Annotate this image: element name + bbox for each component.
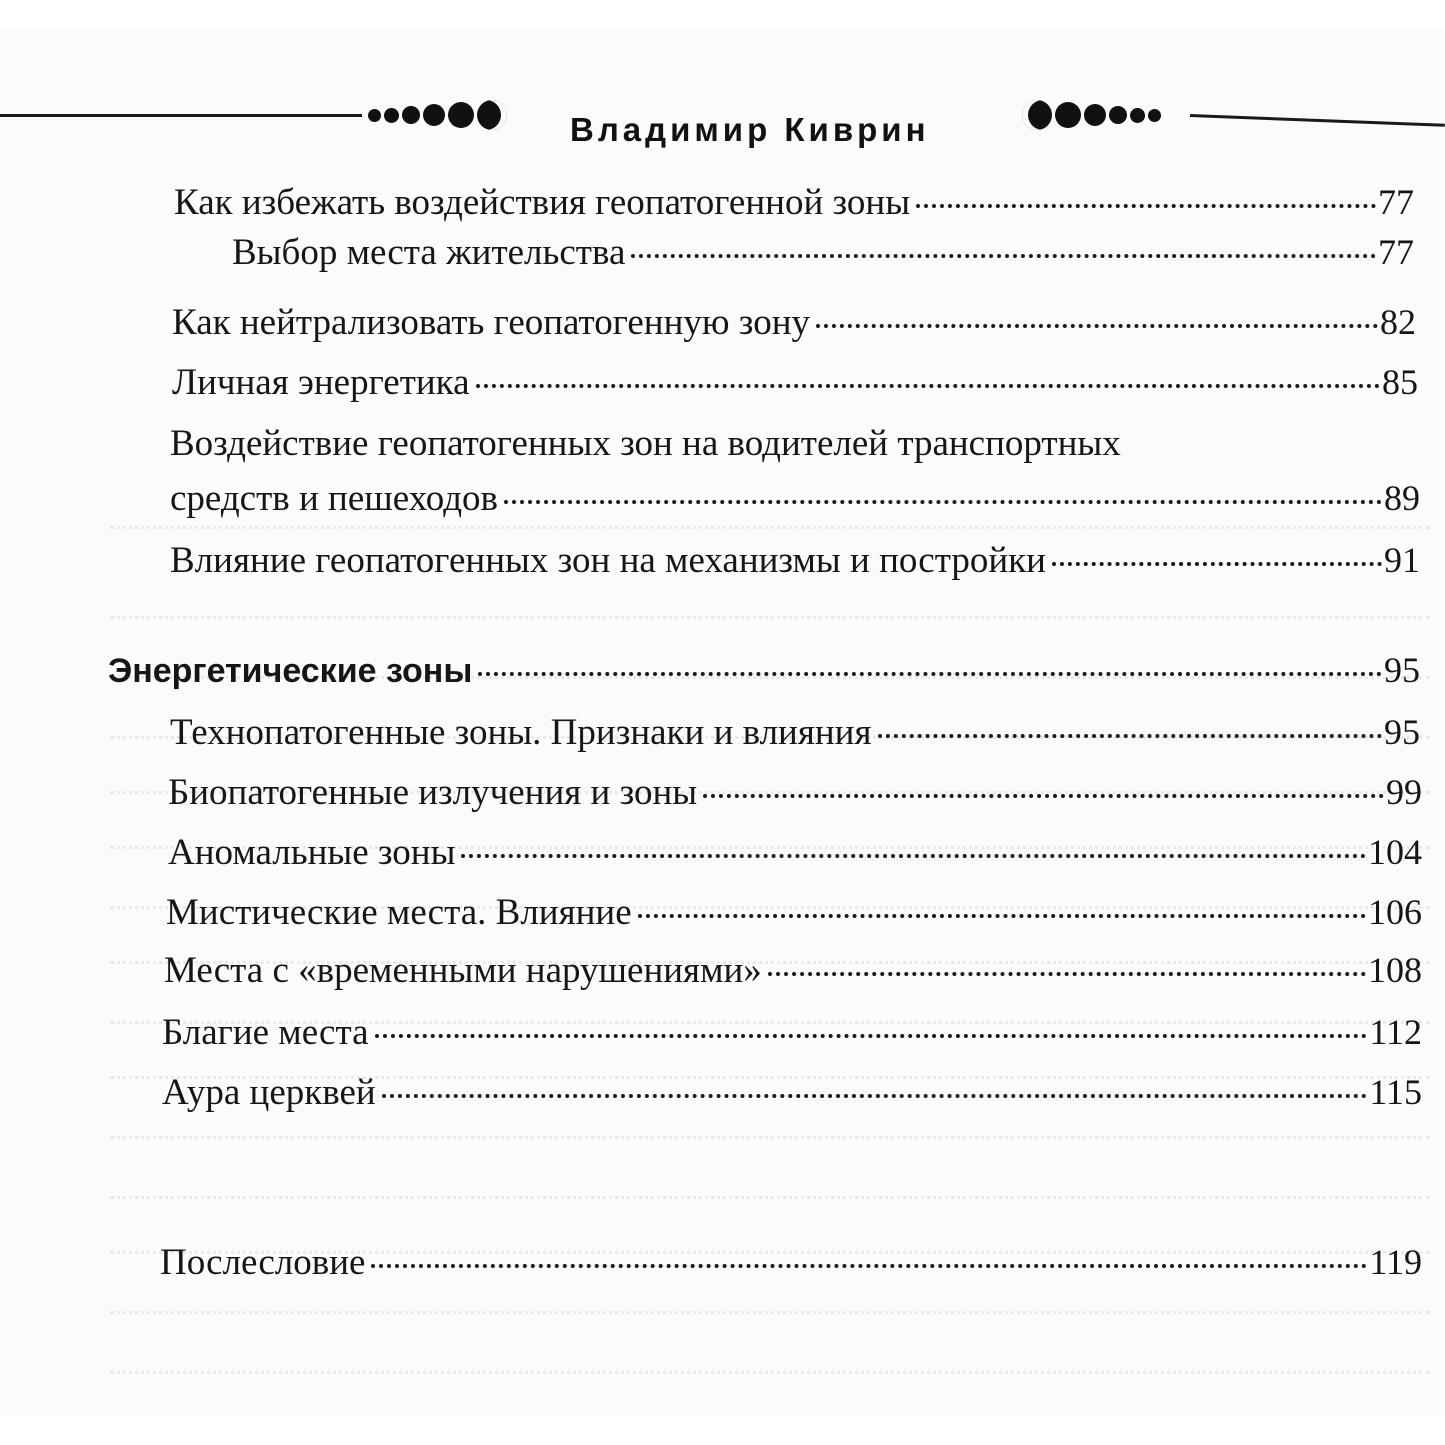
toc-entry-title: средств и пешеходов: [170, 478, 499, 519]
ornament-dot-icon: [1109, 106, 1127, 124]
toc-entry-page: 106: [1368, 892, 1422, 932]
author-name: Владимир Киврин: [570, 111, 930, 148]
toc-entry-title: Мистические места. Влияние: [166, 892, 632, 933]
toc-dot-leader: [631, 254, 1376, 258]
toc-dot-leader: [382, 1094, 1368, 1098]
toc-dot-leader: [916, 204, 1376, 208]
toc-entry: [170, 710, 1420, 755]
toc-dot-leader: [461, 854, 1366, 858]
ornament-dot-icon: [368, 109, 381, 122]
toc-entry-page: 85: [1382, 362, 1418, 402]
ghost-line: [110, 1170, 1430, 1199]
toc-dot-leader: [375, 1034, 1368, 1038]
toc-dot-leader: [504, 500, 1382, 504]
toc-entry-page: 95: [1384, 650, 1420, 690]
toc-entry-title: Благие места: [162, 1012, 369, 1053]
toc-entry-title: Как избежать воздействия геопатогенной зоны: [174, 182, 911, 223]
toc-entry-title: Влияние геопатогенных зон на механизмы и постройки: [170, 540, 1046, 581]
toc-dot-leader: [476, 384, 1380, 388]
toc-entry: [232, 230, 1414, 275]
toc-entry: [170, 476, 1420, 521]
toc-entry: [168, 830, 1422, 875]
toc-entry: [164, 948, 1422, 993]
toc-entry: [162, 1070, 1422, 1115]
toc-entry-page: 95: [1384, 712, 1420, 752]
toc-dot-leader: [878, 734, 1382, 738]
toc-dot-leader: [1052, 562, 1382, 566]
header-ornament-left: [368, 98, 507, 132]
toc-entry-title: Аура церквей: [162, 1072, 376, 1113]
book-page: [0, 30, 1445, 1415]
toc-entry-title: Биопатогенные излучения и зоны: [168, 772, 698, 813]
ornament-crescent-icon: [477, 100, 507, 130]
toc-entry: [160, 1240, 1422, 1285]
ghost-line: [110, 1285, 1430, 1314]
header-ornament-right: [1022, 98, 1161, 132]
toc-entry-page: 77: [1378, 232, 1414, 272]
toc-entry-page: 108: [1368, 950, 1422, 990]
toc-entry-title: Выбор места жительства: [232, 232, 626, 273]
ornament-dot-icon: [1130, 108, 1145, 123]
toc-entry-title: Послесловие: [160, 1242, 366, 1283]
toc-entry: [170, 538, 1420, 583]
ornament-dot-icon: [1055, 102, 1081, 128]
toc-dot-leader: [638, 914, 1366, 918]
toc-entry-page: 82: [1380, 302, 1416, 342]
header-rule-right: [1190, 114, 1445, 127]
toc-entry-page: 77: [1378, 182, 1414, 222]
ornament-dot-icon: [1084, 104, 1106, 126]
ghost-line: [110, 1345, 1430, 1374]
ornament-dot-icon: [448, 102, 474, 128]
toc-section-entry: [108, 648, 1420, 693]
toc-entry-page: 119: [1369, 1242, 1422, 1282]
header-rule-left: [0, 114, 362, 117]
toc-entry-title: Места с «временными нарушениями»: [164, 950, 762, 991]
toc-entry-page: 99: [1386, 772, 1422, 812]
toc-dot-leader: [768, 972, 1366, 976]
toc-entry: [166, 890, 1422, 935]
ornament-crescent-icon: [1022, 100, 1052, 130]
toc-entry: [162, 1010, 1422, 1055]
toc-entry-title: Аномальные зоны: [168, 832, 456, 873]
toc-entry: [172, 300, 1416, 345]
ornament-dot-icon: [402, 106, 420, 124]
ornament-dot-icon: [1148, 109, 1161, 122]
ornament-dot-icon: [384, 108, 399, 123]
toc-entry: [172, 360, 1418, 405]
toc-section-title: Энергетические зоны: [108, 652, 473, 690]
toc-entry: [174, 180, 1414, 225]
toc-dot-leader: [478, 672, 1382, 676]
toc-entry-title: Личная энергетика: [172, 362, 470, 403]
toc-entry: [168, 770, 1422, 815]
toc-dot-leader: [816, 324, 1378, 328]
toc-entry-title: Как нейтрализовать геопатогенную зону: [172, 302, 810, 343]
toc-entry-page: 104: [1368, 832, 1422, 872]
toc-entry-page: 115: [1369, 1072, 1422, 1112]
toc-entry-page: 91: [1384, 540, 1420, 580]
ornament-dot-icon: [423, 104, 445, 126]
toc-entry-title-line1: Воздействие геопатогенных зон на водителей транспортных: [170, 423, 1121, 464]
toc-entry-title: Технопатогенные зоны. Признаки и влияния: [170, 712, 872, 753]
toc-dot-leader: [371, 1264, 1367, 1268]
toc-entry-page: 112: [1369, 1012, 1422, 1052]
toc-entry-page: 89: [1384, 478, 1420, 518]
ghost-line: [110, 590, 1430, 619]
toc-dot-leader: [703, 794, 1384, 798]
